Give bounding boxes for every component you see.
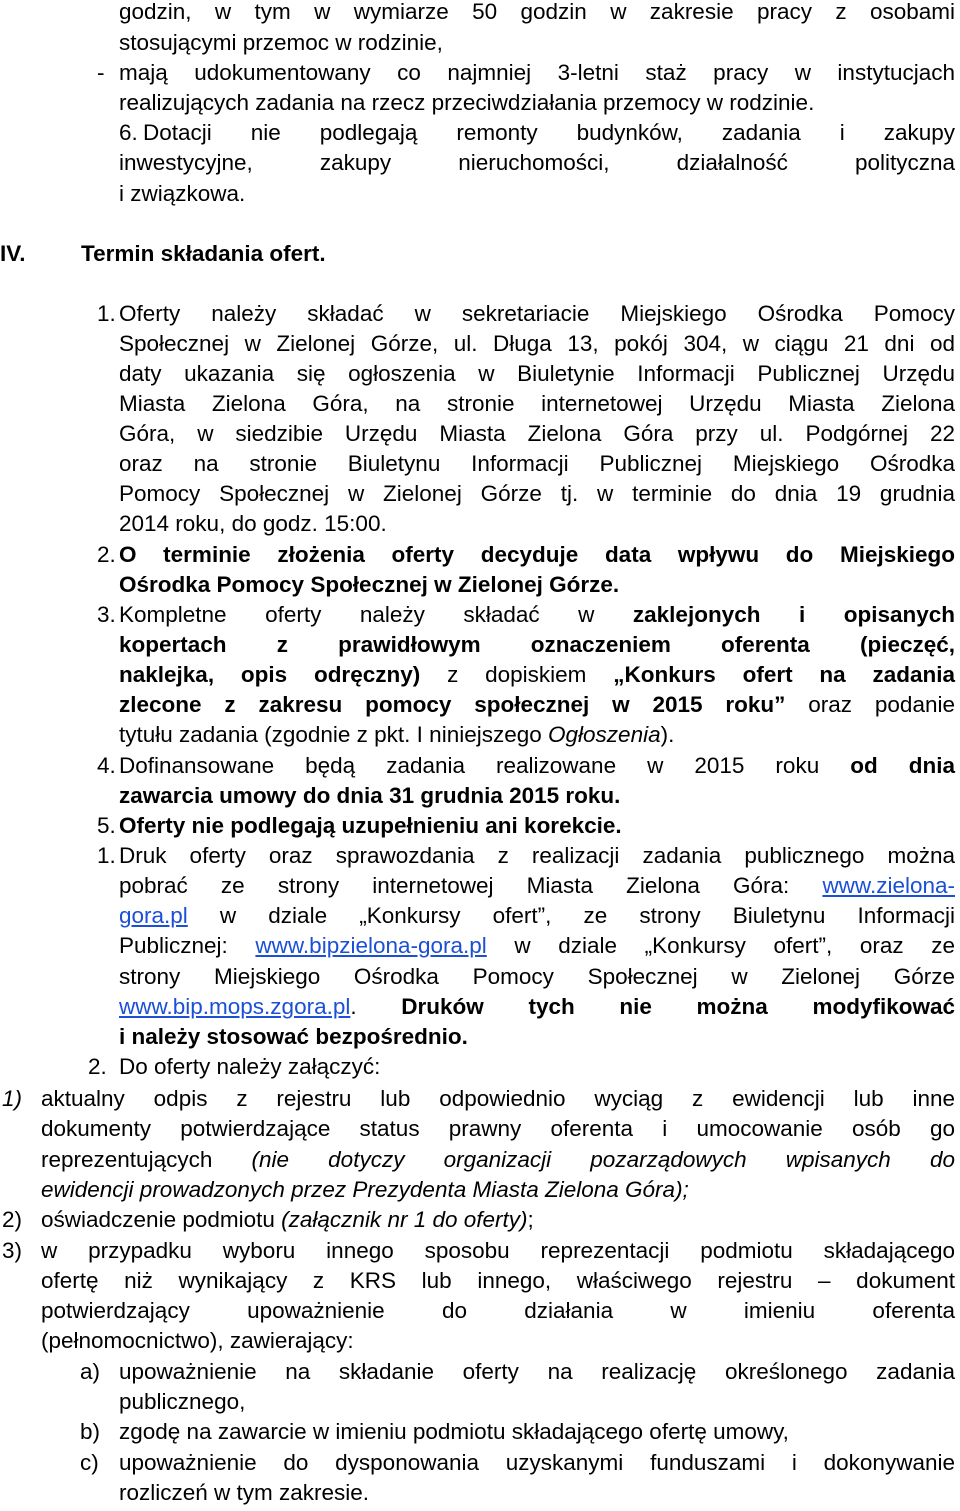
text-line: i należy stosować bezpośrednio. xyxy=(119,1024,468,1049)
text-line: Społecznej w Zielonej Górze, ul. Długa 13, pokój 304, w ciągu 21 dni od xyxy=(119,331,955,356)
text-line: realizujących zadania na rzecz przeciwdziałania przemocy w rodzinie. xyxy=(119,90,815,115)
text-line xyxy=(119,600,955,630)
text-span: od dnia xyxy=(850,753,955,778)
text-line: Góra, w siedzibie Urzędu Miasta Zielona Góra przy ul. Podgórnej 22 xyxy=(119,421,955,446)
text-line: Ośrodka Pomocy Społecznej w Zielonej Górze. xyxy=(119,572,620,597)
text-line: rozliczeń w tym zakresie. xyxy=(119,1480,370,1505)
text-line: dokumenty potwierdzające status prawny oferenta i umocowanie osób go xyxy=(41,1116,955,1141)
text-span: . xyxy=(350,994,357,1019)
text-line: strony Miejskiego Ośrodka Pomocy Społecznej w Zielonej Górze xyxy=(119,964,955,989)
text-line xyxy=(41,1205,534,1235)
text-line: O terminie złożenia oferty decyduje data wpływu do Miejskiego xyxy=(119,542,955,567)
list-letter: b) xyxy=(80,1419,101,1444)
text-line: mają udokumentowany co najmniej 3-letni staż pracy w instytucjach xyxy=(119,60,955,85)
zielona-gora-link-continued[interactable]: gora.pl xyxy=(119,903,188,928)
text-line: potwierdzający upoważnienie do działania w imieniu oferenta xyxy=(41,1298,955,1323)
text-span: Publicznej: xyxy=(119,933,228,958)
text-span: Ogłoszenia xyxy=(548,722,661,747)
text-span: ). xyxy=(660,722,675,747)
list-number: 3) xyxy=(2,1238,23,1263)
text-line: Miasta Zielona Góra, na stronie internetowej Urzędu Miasta Zielona xyxy=(119,391,955,416)
section-title: Termin składania ofert. xyxy=(81,241,326,266)
list-number: 3. xyxy=(97,602,116,627)
text-span: w dziale „Konkursy ofert”, oraz ze xyxy=(514,933,955,958)
text-line: godzin, w tym w wymiarze 50 godzin w zakresie pracy z osobami xyxy=(119,0,955,24)
text-span: ; xyxy=(527,1207,534,1232)
text-line: Oferty nie podlegają uzupełnieniu ani korekcie. xyxy=(119,813,622,838)
text-span: pobrać ze strony internetowej Miasta Zielona Góra: xyxy=(119,873,790,898)
text-span: w dziale „Konkursy ofert”, ze strony Biuletynu Informacji xyxy=(219,903,955,928)
text-line xyxy=(119,751,955,781)
text-span: (nie dotyczy organizacji pozarządowych wpisanych do xyxy=(251,1147,955,1172)
text-span: Kompletne oferty należy składać w xyxy=(119,602,595,627)
list-letter: a) xyxy=(80,1359,101,1384)
text-line: aktualny odpis z rejestru lub odpowiednio wyciąg z ewidencji lub inne xyxy=(41,1086,955,1111)
text-line: zgodę na zawarcie w imieniu podmiotu składającego ofertę umowy, xyxy=(119,1419,789,1444)
list-dash: - xyxy=(97,60,105,85)
text-line: upoważnienie na składanie oferty na realizację określonego zadania xyxy=(119,1359,955,1384)
text-line: oraz na stronie Biuletynu Informacji Publicznej Miejskiego Ośrodka xyxy=(119,451,955,476)
list-number: 6. xyxy=(119,120,138,145)
list-number: 4. xyxy=(97,753,116,778)
text-span: oświadczenie podmiotu xyxy=(41,1207,275,1232)
text-line: zawarcia umowy do dnia 31 grudnia 2015 roku. xyxy=(119,783,621,808)
list-number: 2. xyxy=(97,542,116,567)
text-line xyxy=(119,871,955,901)
text-span: naklejka, opis odręczny) xyxy=(119,662,421,687)
text-span: z dopiskiem xyxy=(447,662,587,687)
text-line: Do oferty należy załączyć: xyxy=(119,1054,381,1079)
text-line xyxy=(119,720,674,750)
text-span: „Konkurs ofert na zadania xyxy=(613,662,956,687)
list-number: 2. xyxy=(88,1054,107,1079)
text-line xyxy=(119,690,955,720)
list-letter: c) xyxy=(80,1450,99,1475)
text-line: Pomocy Społecznej w Zielonej Górze tj. w terminie do dnia 19 grudnia xyxy=(119,481,955,506)
text-line: 2014 roku, do godz. 15:00. xyxy=(119,511,387,536)
text-line xyxy=(119,901,955,931)
text-line: Oferty należy składać w sekretariacie Miejskiego Ośrodka Pomocy xyxy=(119,301,955,326)
list-number: 1. xyxy=(97,301,116,326)
text-line: stosującymi przemoc w rodzinie, xyxy=(119,30,443,55)
text-span: Dofinansowane będą zadania realizowane w 2015 roku xyxy=(119,753,820,778)
list-number: 1. xyxy=(97,843,116,868)
text-line xyxy=(119,931,955,961)
bip-mops-link[interactable]: www.bip.mops.zgora.pl xyxy=(119,994,351,1019)
list-number: 5. xyxy=(97,813,116,838)
text-line: Dotacji nie podlegają remonty budynków, zadania i zakupy xyxy=(143,120,955,145)
text-line: ewidencji prowadzonych przez Prezydenta Miasta Zielona Góra); xyxy=(41,1177,689,1202)
text-span: zlecone z zakresu pomocy społecznej w 2015 roku” xyxy=(119,692,786,717)
text-line: w przypadku wyboru innego sposobu reprezentacji podmiotu składającego xyxy=(41,1238,955,1263)
text-span: (załącznik nr 1 do oferty) xyxy=(281,1207,528,1232)
text-line: daty ukazania się ogłoszenia w Biuletynie Informacji Publicznej Urzędu xyxy=(119,361,955,386)
text-span: reprezentujących xyxy=(41,1147,213,1172)
text-span: tytułu zadania (zgodnie z pkt. I niniejszego xyxy=(119,722,542,747)
text-line: (pełnomocnictwo), zawierający: xyxy=(41,1328,354,1353)
text-span: Druków tych nie można modyfikować xyxy=(401,994,955,1019)
text-line: i związkowa. xyxy=(119,181,246,206)
text-span: oraz podanie xyxy=(808,692,955,717)
text-line: upoważnienie do dysponowania uzyskanymi funduszami i dokonywanie xyxy=(119,1450,955,1475)
list-number: 1) xyxy=(2,1086,23,1111)
text-span: zaklejonych i opisanych xyxy=(632,602,955,627)
text-line xyxy=(119,992,955,1022)
bip-zielona-gora-link[interactable]: www.bipzielona-gora.pl xyxy=(255,933,487,958)
text-line: Druk oferty oraz sprawozdania z realizacji zadania publicznego można xyxy=(119,843,955,868)
zielona-gora-link[interactable]: www.zielona- xyxy=(822,873,955,898)
text-line: publicznego, xyxy=(119,1389,246,1414)
text-line: ofertę niż wynikający z KRS lub innego, właściwego rejestru – dokument xyxy=(41,1268,955,1293)
text-line: kopertach z prawidłowym oznaczeniem oferenta (pieczęć, xyxy=(119,632,955,657)
text-line xyxy=(41,1145,955,1175)
list-number: 2) xyxy=(2,1207,23,1232)
text-line xyxy=(119,660,955,690)
text-line: inwestycyjne, zakupy nieruchomości, działalność polityczna xyxy=(119,150,955,175)
section-number: IV. xyxy=(0,241,26,266)
